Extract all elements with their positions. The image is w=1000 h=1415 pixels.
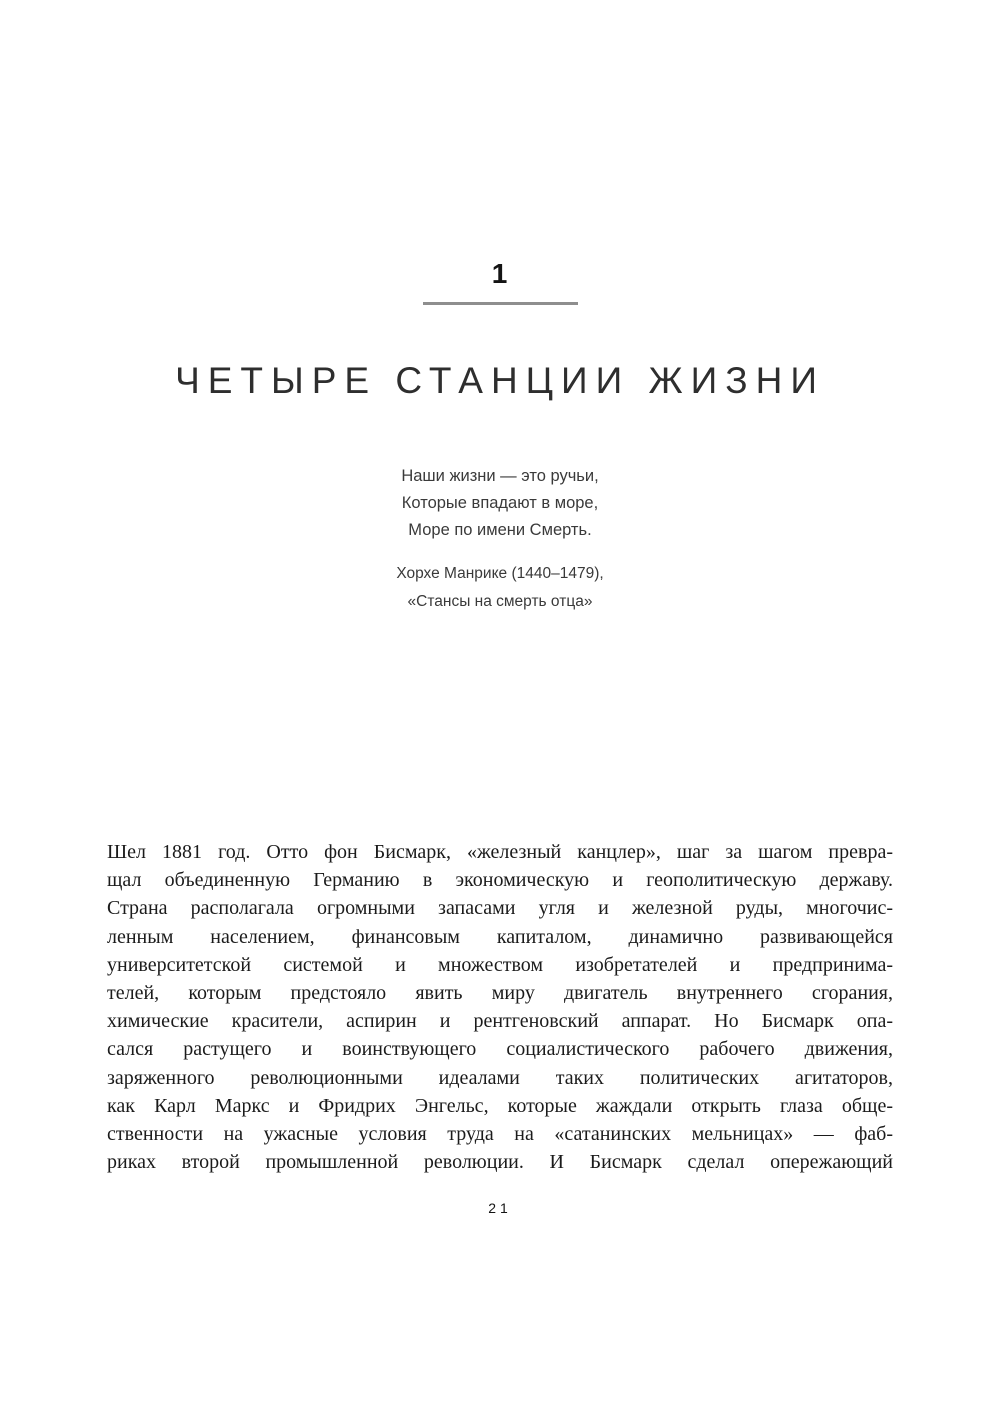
chapter-title: ЧЕТЫРЕ СТАНЦИИ ЖИЗНИ bbox=[175, 360, 825, 401]
body-text-line: ленным населением, финансовым капиталом, динамично развивающейся bbox=[107, 925, 893, 948]
body-text-line: как Карл Маркс и Фридрих Энгельс, которые жаждали открыть глаза обще- bbox=[107, 1094, 893, 1117]
epigraph-line: Которые впадают в море, bbox=[401, 494, 599, 512]
chapter-rule-divider bbox=[423, 302, 578, 305]
page-content bbox=[107, 0, 893, 1216]
epigraph bbox=[107, 463, 893, 544]
body-text-line: химические красители, аспирин и рентгеновский аппарат. Но Бисмарк опа- bbox=[107, 1010, 893, 1033]
body-text-line: риках второй промышленной революции. И Бисмарк сделал опережающий bbox=[107, 1151, 893, 1174]
chapter-number: 1 bbox=[491, 258, 509, 289]
body-text-line: заряженного революционными идеалами таких политических агитаторов, bbox=[107, 1066, 893, 1089]
body-text-line: телей, которым предстояло явить миру двигатель внутреннего сгорания, bbox=[107, 982, 893, 1005]
epigraph-line: Море по имени Смерть. bbox=[408, 521, 592, 539]
body-text-line: университетской системой и множеством изобретателей и предпринима- bbox=[107, 953, 893, 976]
page-number: 21 bbox=[488, 1200, 512, 1217]
body-text-line: щал объединенную Германию в экономическую и геополитическую державу. bbox=[107, 869, 893, 892]
body-text-line: Шел 1881 год. Отто фон Бисмарк, «железный канцлер», шаг за шагом превра- bbox=[107, 841, 893, 863]
body-paragraph bbox=[107, 838, 893, 1176]
body-text-line: ственности на ужасные условия труда на «сатанинских мельницах» — фаб- bbox=[107, 1123, 893, 1146]
epigraph-attribution-line: Хорхе Манрике (1440–1479), bbox=[396, 565, 604, 582]
epigraph-attribution bbox=[107, 560, 893, 616]
epigraph-line: Наши жизни — это ручьи, bbox=[401, 467, 599, 485]
body-text-line: сался растущего и воинствующего социалистического рабочего движения, bbox=[107, 1038, 893, 1061]
body-text-line: Страна располагала огромными запасами угля и железной руды, многочис- bbox=[107, 897, 893, 920]
epigraph-attribution-line: «Стансы на смерть отца» bbox=[407, 593, 593, 610]
